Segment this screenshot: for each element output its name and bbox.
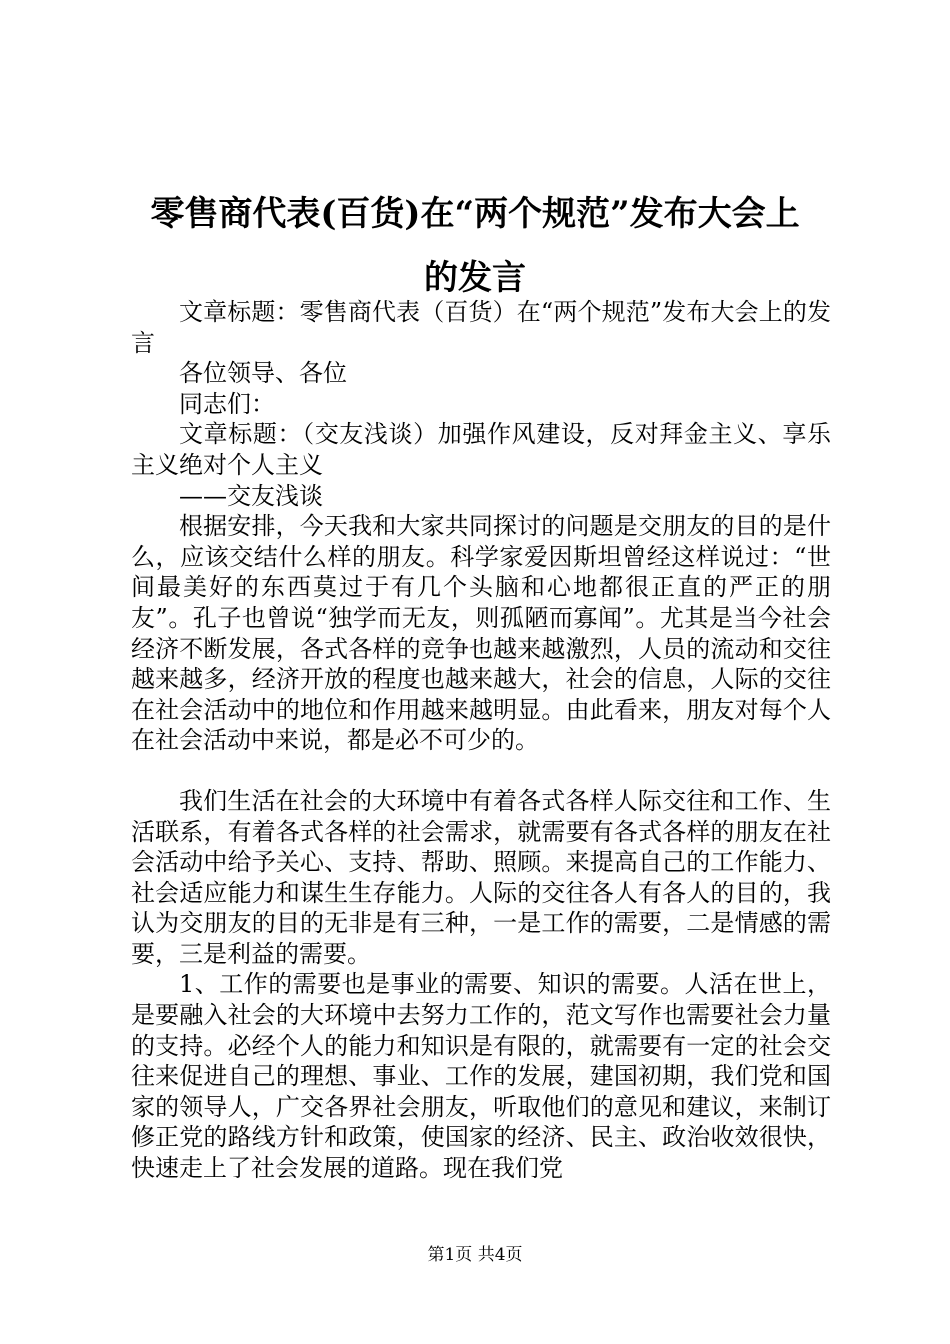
paragraph-body-2: 我们生活在社会的大环境中有着各式各样人际交往和工作、生活联系，有着各式各样的社会需求，就需要有各式各样的朋友在社会活动中给予关心、支持、帮助、照顾。来提高自己的工作能力、社会适应能力和谋生生存能力。人际的交往各人有各人的目的，我认为交朋友的目的无非是有三种，一是工作的需要，二是情感的需要，三是利益的需要。	[131, 786, 831, 968]
title-line-1: 零售商代表(百货)在“两个规范”发布大会上	[150, 194, 800, 234]
paragraph-subtitle: ——交友浅谈	[179, 481, 323, 510]
page-number: 第1页 共4页	[427, 1245, 523, 1265]
document-body	[131, 297, 831, 1184]
paragraph-salutation-1: 各位领导、各位	[179, 359, 347, 388]
paragraph-body-1: 根据安排，今天我和大家共同探讨的问题是交朋友的目的是什么，应该交结什么样的朋友。科学家爱因斯坦曾经这样说过：“世间最美好的东西莫过于有几个头脑和心地都很正直的严正的朋友”。孔子也曾说“独学而无友，则孤陋而寡闻”。尤其是当今社会经济不断发展，各式各样的竞争也越来越激烈，人员的流动和交往越来越多，经济开放的程度也越来越大，社会的信息，人际的交往在社会活动中的地位和作用越来越明显。由此看来，朋友对每个人在社会活动中来说，都是必不可少的。	[131, 512, 831, 755]
document-title	[120, 182, 830, 310]
paragraph-article-title-2: 文章标题：（交友浅谈）加强作风建设，反对拜金主义、享乐主义绝对个人主义	[131, 420, 831, 479]
paragraph-salutation-2: 同志们：	[179, 389, 275, 418]
page-footer	[0, 1244, 950, 1266]
title-line-2: 的发言	[424, 258, 526, 298]
paragraph-article-title: 文章标题：零售商代表（百货）在“两个规范”发布大会上的发言	[131, 298, 831, 357]
paragraph-body-3: 1、工作的需要也是事业的需要、知识的需要。人活在世上，是要融入社会的大环境中去努力工作的，范文写作也需要社会力量的支持。必经个人的能力和知识是有限的，就需要有一定的社会交往来促进自己的理想、事业、工作的发展，建国初期，我们党和国家的领导人，广交各界社会朋友，听取他们的意见和建议，来制订修正党的路线方针和政策，使国家的经济、民主、政治收效很快，快速走上了社会发展的道路。现在我们党	[131, 970, 831, 1183]
